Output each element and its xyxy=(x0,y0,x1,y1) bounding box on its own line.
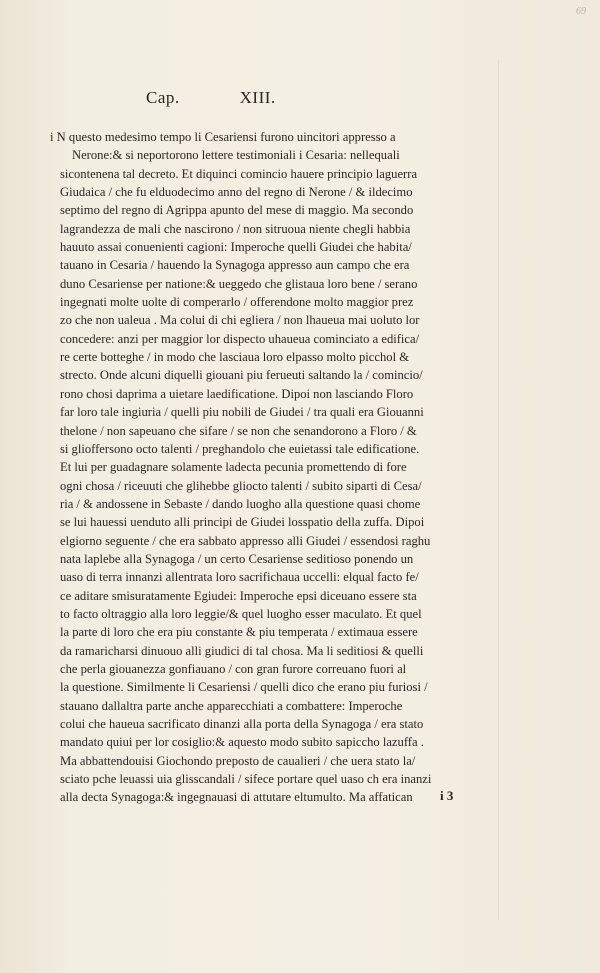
text-line: che perla giouanezza gonfiauano / con gran furore correuano fuori al xyxy=(60,661,407,676)
text-line: concedere: anzi per maggior lor dispecto uhaueua cominciato a edifica/ xyxy=(60,331,420,346)
page-fold-shadow xyxy=(498,60,499,920)
text-line: duno Cesariense per natione:& ueggedo che glistaua loro bene / serano xyxy=(60,276,418,291)
text-line: far loro tale ingiuria / quelli piu nobili de Giudei / tra quali era Giouanni xyxy=(60,405,424,420)
text-line: re certe botteghe / in modo che lasciaua loro elpasso molto picchol & xyxy=(60,350,410,365)
text-line: stauano dallaltra parte anche apparecchiati a combattere: Imperoche xyxy=(60,698,403,713)
text-line: i N questo medesimo tempo li Cesariensi furono uincitori appresso a xyxy=(50,130,396,144)
chapter-heading xyxy=(146,88,276,108)
text-line: tauano in Cesaria / hauendo la Synagoga appresso aun campo che era xyxy=(60,258,410,273)
body-text xyxy=(50,128,480,807)
text-line: la questione. Similmente li Cesariensi / quelli dico che erano piu furiosi / xyxy=(60,680,428,695)
corner-folio-mark: 69 xyxy=(576,6,586,17)
text-line: lagrandezza de mali che nascirono / non sitruoua niente chegli habbia xyxy=(60,221,411,236)
text-line: se lui hauessi uenduto alli principi de Giudei losspatio della zuffa. Dipoi xyxy=(60,515,425,530)
text-line: mandato quiui per lor cosiglio:& aquesto modo subito sapiccho lazuffa . xyxy=(60,735,424,750)
text-line: thelone / non sapeuano che sifare / se non che senandorono a Floro / & xyxy=(60,423,417,438)
text-line: elgiorno seguente / che era sabbato appresso alli Giudei / essendosi raghu xyxy=(60,533,431,548)
text-line: to facto oltraggio alla loro leggie/& quel luogho esser maculato. Et quel xyxy=(60,606,422,621)
signature-mark: i 3 xyxy=(440,788,454,803)
text-line: Giudaica / che fu elduodecimo anno del regno di Nerone / & ildecimo xyxy=(60,185,413,200)
text-line: ogni chosa / riceuuti che glihebbe gliocto talenti / subito siparti di Cesa/ xyxy=(60,478,422,493)
text-line: zo che non ualeua . Ma colui di chi egliera / non lhaueua mai uoluto lor xyxy=(60,313,420,328)
text-line: uaso di terra innanzi allentrata loro sacrifichaua uccelli: elqual facto fe/ xyxy=(60,570,419,585)
text-line: rono chosi daprima a uietare laedificatione. Dipoi non lasciando Floro xyxy=(60,386,414,401)
text-line: sicontenena tal decreto. Et diquinci comincio hauere principio laguerra xyxy=(60,166,418,181)
text-line: la parte di loro che era piu constante & piu temperata / extimaua essere xyxy=(60,625,418,640)
text-line: si glioffersono octo talenti / preghandolo che euietassi tale edificatione. xyxy=(60,441,420,456)
text-line: strecto. Onde alcuni diquelli giouani piu ferueuti saltando la / comincio/ xyxy=(60,368,423,383)
text-line: ria / & andossene in Sebaste / dando luogho alla questione quasi chome xyxy=(60,496,421,511)
chapter-number: XIII. xyxy=(239,88,276,107)
text-line: septimo del regno di Agrippa apunto del mese di maggio. Ma secondo xyxy=(60,203,414,218)
chapter-label: Cap. xyxy=(146,88,180,107)
text-line: colui che haueua sacrificato dinanzi alla porta della Synagoga / era stato xyxy=(60,717,424,731)
text-line: hauuto assai conuenienti cagioni: Imperoche quelli Giudei che habita/ xyxy=(60,240,412,255)
text-line: Ma abbattendouisi Giochondo preposto de caualieri / che uera stato la/ xyxy=(60,753,416,768)
text-line: nata laplebe alla Synagoga / un certo Cesariense seditioso ponendo un xyxy=(60,551,414,566)
text-line: ce aditare smisuratamente Egiudei: Imperoche epsi diceuano essere sta xyxy=(60,588,417,603)
text-line: alla decta Synagoga:& ingegnauasi di attutare eltumulto. Ma affatican xyxy=(60,790,413,805)
text-line: Et lui per guadagnare solamente ladecta pecunia promettendo di fore xyxy=(60,460,407,475)
text-line: da ramaricharsi dinuouo alli giudici di tal chosa. Ma li seditiosi & quelli xyxy=(60,643,424,658)
text-line: Nerone:& si neportorono lettere testimoniali i Cesaria: nellequali xyxy=(72,148,400,163)
text-line: sciato pche leuassi uia glisscandali / sifece portare quel uaso ch era inanzi xyxy=(60,772,432,787)
text-line: ingegnati molte uolte di comperarlo / offerendone molto maggior prez xyxy=(60,295,414,310)
